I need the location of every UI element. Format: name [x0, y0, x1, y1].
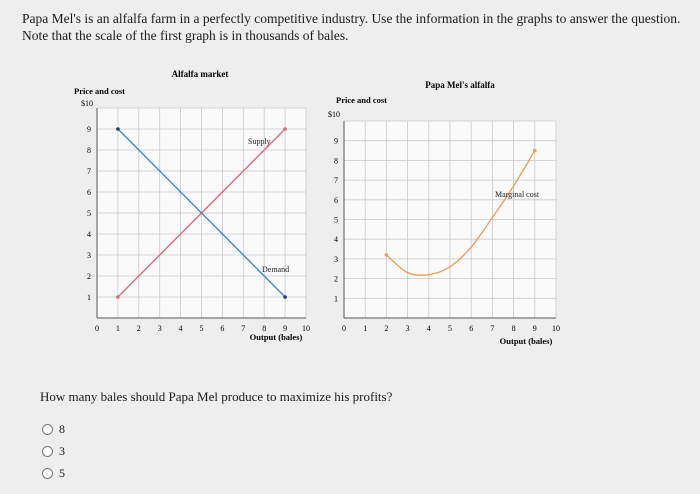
y-tick-label: 3 [87, 251, 91, 260]
x-tick-label: 4 [178, 324, 183, 333]
x-tick-label: 1 [363, 324, 368, 333]
x-tick-label: 0 [342, 324, 346, 333]
question-prompt: Papa Mel's is an alfalfa farm in a perfectly competitive industry. Use the information in the graphs to answer the question. Note that the scale of the first graph is in thousands of bales. [22, 11, 681, 43]
y-tick-label: 9 [87, 125, 91, 134]
y-tick-label: 4 [87, 230, 91, 239]
answer-choice-1[interactable] [42, 418, 65, 440]
alfalfa-market-plot [74, 69, 310, 342]
x-tick-label: 7 [241, 324, 246, 333]
y-tick-label: 5 [87, 209, 91, 218]
x-tick-label: 5 [199, 324, 204, 333]
x-tick-label: 10 [302, 324, 310, 333]
y-tick-label: 2 [334, 274, 338, 284]
choice-label: 8 [59, 421, 65, 436]
y-tick-label: 8 [87, 146, 91, 155]
x-tick-label: 8 [511, 324, 516, 333]
y-axis-top-label: $10 [81, 99, 93, 108]
x-tick-label: 8 [262, 324, 267, 333]
y-tick-label: 6 [87, 188, 91, 197]
choice-label: 3 [59, 443, 65, 458]
y-tick-label: 7 [334, 176, 338, 186]
marginal-cost-endpoint [385, 253, 389, 257]
x-tick-label: 2 [136, 324, 141, 333]
x-tick-label: 3 [405, 324, 410, 333]
radio-button[interactable] [42, 424, 53, 435]
y-tick-label: 8 [334, 156, 338, 166]
demand-endpoint [283, 295, 287, 299]
papa-mels-plot [328, 80, 560, 346]
x-tick-label: 1 [115, 324, 120, 333]
x-tick-label: 3 [157, 324, 162, 333]
x-tick-label: 5 [448, 324, 452, 333]
x-tick-label: 6 [469, 324, 474, 333]
y-axis-top-label: $10 [328, 110, 340, 119]
x-axis-label: Output (bales) [249, 332, 303, 342]
chart-title: Papa Mel's alfalfa [425, 80, 495, 90]
answer-choices [42, 418, 65, 484]
y-axis-label: Price and cost [74, 86, 125, 96]
chart-title: Alfalfa market [171, 69, 229, 79]
supply-label: Supply [248, 137, 271, 146]
marginal-cost-label: Marginal cost [495, 190, 540, 199]
answer-choice-3[interactable] [42, 462, 65, 484]
radio-button[interactable] [42, 468, 53, 479]
marginal-cost-endpoint [533, 149, 537, 153]
question-text: How many bales should Papa Mel produce to maximize his profits? [40, 389, 393, 404]
x-tick-label: 0 [95, 324, 99, 333]
y-tick-label: 4 [334, 235, 338, 245]
choice-label: 5 [59, 465, 65, 480]
x-tick-label: 4 [426, 324, 431, 333]
supply-endpoint [283, 127, 287, 131]
x-tick-label: 9 [532, 324, 537, 333]
y-tick-label: 2 [87, 272, 91, 281]
x-tick-label: 7 [490, 324, 495, 333]
x-axis-label: Output (bales) [499, 336, 553, 346]
x-tick-label: 10 [552, 324, 560, 333]
y-tick-label: 1 [87, 293, 91, 302]
y-tick-label: 6 [334, 195, 338, 205]
x-tick-label: 2 [384, 324, 389, 333]
y-axis-label: Price and cost [336, 95, 387, 105]
demand-label: Demand [262, 265, 290, 274]
y-tick-label: 7 [87, 167, 91, 176]
radio-button[interactable] [42, 446, 53, 457]
demand-endpoint [116, 127, 120, 131]
x-tick-label: 9 [283, 324, 288, 333]
answer-choice-2[interactable] [42, 440, 65, 462]
x-tick-label: 6 [220, 324, 225, 333]
y-tick-label: 5 [334, 215, 338, 225]
supply-endpoint [116, 295, 120, 299]
y-tick-label: 9 [334, 136, 338, 146]
y-tick-label: 1 [334, 294, 338, 304]
y-tick-label: 3 [334, 254, 338, 264]
